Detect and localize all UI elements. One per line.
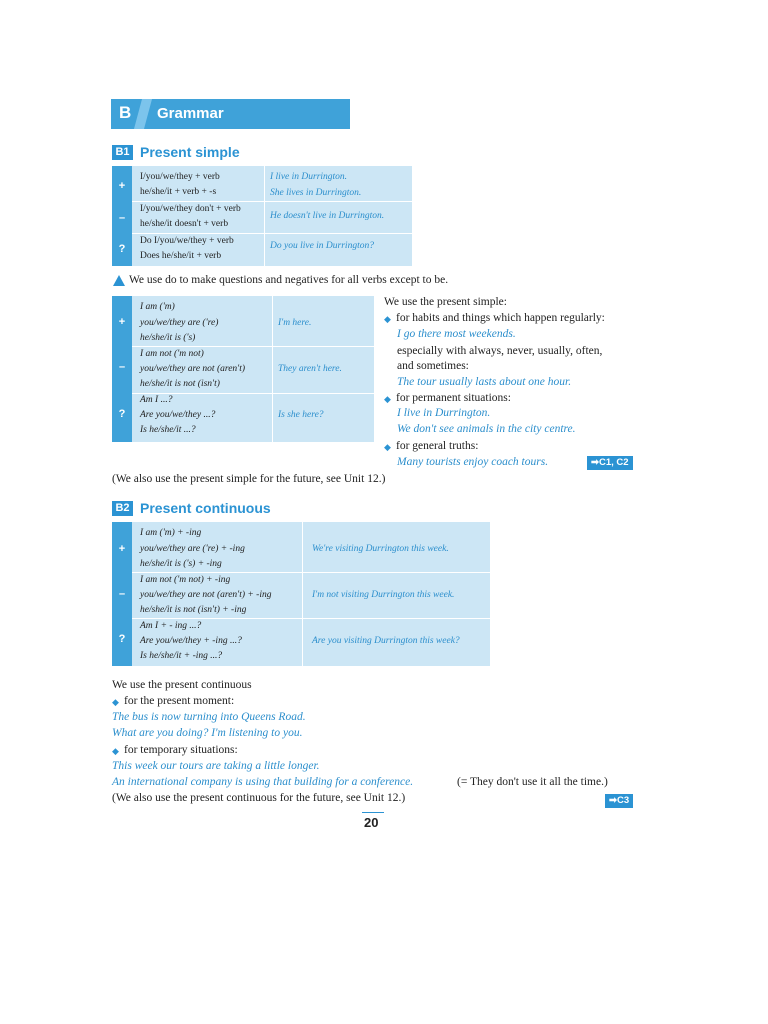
bullet-icon: ◆ [112,746,119,756]
example: She lives in Durrington. [270,188,362,198]
use-permanent: for permanent situations: [396,392,511,404]
adverbs-note: especially with always, never, usually, often, [397,345,603,357]
example: I go there most weekends. [397,328,516,340]
section-letter: B [119,103,132,122]
form-row: he/she/it is ('s) [140,333,196,343]
present-simple-table [112,166,412,266]
cross-reference-link[interactable]: ➡C3 [605,794,633,808]
form-row: Do I/you/we/they + verb [140,236,234,246]
header-slash-decoration [134,99,152,129]
form-row: I am ('m) [140,302,175,312]
use-habits: for habits and things which happen regularly: [396,312,605,324]
adverbs-note: and sometimes: [397,360,469,372]
section-title: Grammar [157,105,224,122]
bullet-icon: ◆ [384,442,391,452]
example: They aren't here. [278,364,342,374]
example: Is she here? [278,410,324,420]
negative-symbol: – [118,361,126,373]
example: Do you live in Durrington? [270,241,374,251]
example: I'm not visiting Durrington this week. [312,590,455,600]
form-row: you/we/they are ('re) + -ing [140,544,245,554]
example: The tour usually lasts about one hour. [397,376,572,388]
cross-reference-link[interactable]: ➡C1, C2 [587,456,633,470]
example: An international company is using that building for a conference. [112,776,414,788]
b1-badge: B1 [112,145,133,160]
example: We're visiting Durrington this week. [312,544,449,554]
form-row: I/you/we/they don't + verb [140,204,241,214]
form-row: he/she/it is not (isn't) [140,379,220,389]
uses-intro: We use the present simple: [384,296,507,308]
page-number: 20 [364,815,379,830]
form-row: I/you/we/they + verb [140,172,220,182]
bullet-icon: ◆ [384,314,391,324]
positive-symbol: + [118,543,126,555]
bullet-icon: ◆ [112,697,119,707]
page-number-rule [362,812,384,813]
example: This week our tours are taking a little longer. [112,760,320,772]
do-note: We use do to make questions and negatives for all verbs except to be. [129,274,449,286]
question-symbol: ? [118,408,126,420]
form-row: he/she/it is not (isn't) + -ing [140,605,247,615]
bullet-icon: ◆ [384,394,391,404]
form-row: you/we/they are ('re) [140,318,219,328]
form-row: I am not ('m not) + -ing [140,575,231,585]
example: He doesn't live in Durrington. [270,211,385,221]
example: The bus is now turning into Queens Road. [112,711,306,723]
use-general: for general truths: [396,440,479,452]
future-note: (We also use the present continuous for the future, see Unit 12.) [112,792,406,804]
form-row: Is he/she/it + -ing ...? [140,651,223,661]
form-row: he/she/it doesn't + verb [140,219,229,229]
form-row: I am not ('m not) [140,349,204,359]
example: I live in Durrington. [270,172,348,182]
use-temporary: for temporary situations: [124,744,238,756]
form-row: I am ('m) + -ing [140,528,202,538]
negative-symbol: – [118,212,126,224]
present-continuous-table [112,522,490,666]
example: What are you doing? I'm listening to you. [112,727,303,739]
example: Many tourists enjoy coach tours. [397,456,549,468]
question-symbol: ? [118,243,126,255]
b2-badge: B2 [112,501,133,516]
form-row: you/we/they are not (aren't) [140,364,246,374]
form-row: he/she/it + verb + -s [140,187,217,197]
example: Are you visiting Durrington this week? [312,636,460,646]
form-row: you/we/they are not (aren't) + -ing [140,590,272,600]
temporary-note: (= They don't use it all the time.) [457,776,608,788]
form-row: Am I ...? [140,395,173,405]
future-note: (We also use the present simple for the future, see Unit 12.) [112,473,386,485]
uses-intro: We use the present continuous [112,679,252,691]
be-table [112,296,374,442]
warning-icon [113,275,125,286]
example: I live in Durrington. [397,407,491,419]
question-symbol: ? [118,633,126,645]
form-row: Is he/she/it ...? [140,425,196,435]
positive-symbol: + [118,316,126,328]
form-row: he/she/it is ('s) + -ing [140,559,222,569]
negative-symbol: – [118,588,126,600]
b2-title: Present continuous [140,500,271,516]
form-row: Am I + - ing ...? [140,621,202,631]
example: I'm here. [278,318,312,328]
example: We don't see animals in the city centre. [397,423,576,435]
form-row: Does he/she/it + verb [140,251,222,261]
b1-title: Present simple [140,144,240,160]
use-present-moment: for the present moment: [124,695,235,707]
form-row: Are you/we/they ...? [140,410,216,420]
positive-symbol: + [118,180,126,192]
section-header [111,99,350,129]
form-row: Are you/we/they + -ing ...? [140,636,242,646]
